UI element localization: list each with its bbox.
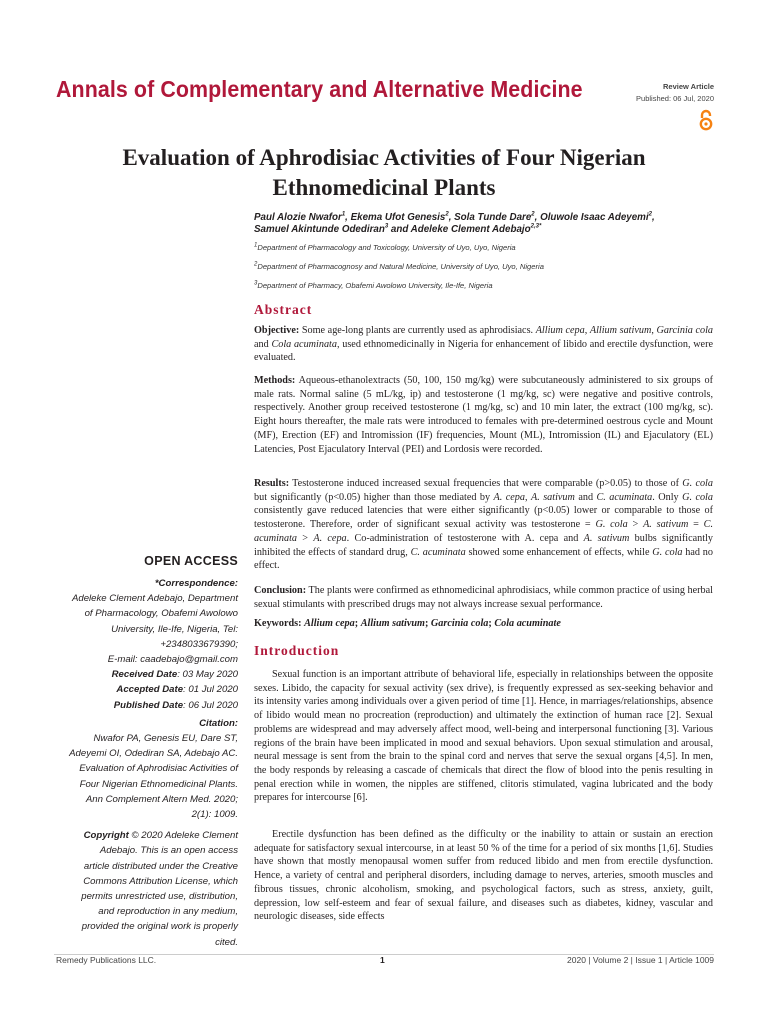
intro-paragraph-1: Sexual function is an important attribute of behavioral life, especially in relationships between the opposite sexes. Libido, the capacity for sexual activity (sex drive), is frequently expressed as sex-seeking behavior and its intensity varies among individuals over a given period of time [1]. Hence, in marriages/relationships, absence of libido would mean no procreation (reproduction) and ultimately the extinction of human race [2]. Sexual problems are widespread and may adversely affect mood, well-being and interpersonal functioning [3]. Various regions of the brain have been implicated in mood and sexual behaviors. Upon sexual stimulation and arousal, neural message is sent from the brain to the spinal cord and nerves that serve the sexual organs [4,5]. In men, the body responds by releasing a cascade of chemicals that direct the flow of blood into the penis resulting in penal erection while in women, the nipples are stiffened, clitoris stimulated, vagina lubricated and the body prepares for intercourse [6]. bbox=[254, 669, 713, 804]
correspondence-line: University, Ile-Ife, Nigeria, Tel: bbox=[111, 623, 238, 635]
author-sup: 1 bbox=[341, 211, 346, 218]
author-name: , Sola Tunde Dare bbox=[448, 212, 532, 223]
citation-line: Nwafor PA, Genesis EU, Dare ST, bbox=[93, 733, 238, 745]
citation-line: Four Nigerian Ethnomedicinal Plants. bbox=[79, 778, 238, 790]
citation-line: 2(1): 1009. bbox=[191, 809, 238, 821]
open-access-icon bbox=[697, 109, 715, 131]
correspondence-line: +2348033679390; bbox=[160, 638, 238, 650]
footer-page-number: 1 bbox=[380, 955, 385, 965]
title-line-1: Evaluation of Aphrodisiac Activities of Four Nigerian bbox=[122, 145, 646, 170]
citation-line: Adeyemi OI, Odediran SA, Adebajo AC. bbox=[69, 748, 238, 760]
author-name: , Oluwole Isaac Adeyemi bbox=[534, 212, 649, 223]
author-sep: , bbox=[651, 212, 655, 223]
author-list bbox=[254, 212, 724, 236]
open-access-label: OPEN ACCESS bbox=[144, 554, 238, 568]
affiliation-2: $^2$Department of Pharmacognosy and Natural Medicine, University of Uyo, Uyo, Nigeria bbox=[254, 261, 544, 271]
copyright-line: Commons Attribution License, which bbox=[83, 875, 238, 887]
author-name: , Ekema Ufot Genesis bbox=[345, 212, 446, 223]
copyright-line: article distributed under the Creative bbox=[83, 860, 238, 872]
author-name: Samuel Akintunde Odediran bbox=[254, 224, 385, 235]
correspondence-block bbox=[52, 576, 238, 950]
author-sup: 2 bbox=[445, 211, 449, 218]
correspondence-line: of Pharmacology, Obafemi Awolowo bbox=[84, 608, 238, 620]
journal-title: Annals of Complementary and Alternative Medicine bbox=[56, 76, 583, 102]
correspondence-email: E-mail: caadebajo@gmail.com bbox=[107, 654, 238, 666]
title-line-2: Ethnomedicinal Plants bbox=[272, 175, 496, 200]
citation-line: Ann Complement Altern Med. 2020; bbox=[85, 793, 238, 805]
affiliation-3: $^3$Department of Pharmacy, Obafemi Awolowo University, Ile-Ife, Nigeria bbox=[254, 280, 493, 290]
received-date: Received Date: 03 May 2020 bbox=[111, 669, 238, 681]
author-sup: 3 bbox=[384, 223, 389, 230]
paper-title bbox=[56, 143, 712, 203]
published-date-side: Published Date: 06 Jul 2020 bbox=[113, 699, 238, 711]
introduction-heading: Introduction bbox=[254, 643, 340, 658]
copyright-line: permits unrestricted use, distribution, bbox=[81, 891, 238, 903]
copyright-line: and reproduction in any medium, bbox=[98, 906, 238, 918]
abstract-conclusion: Conclusion: The plants were confirmed as ethnomedicinal aphrodisiacs, while common practice of using herbal sexual stimulants with prescribed drugs may not always increase sexual performance. bbox=[254, 585, 713, 610]
citation-label: Citation: bbox=[199, 717, 238, 729]
affiliation-1: $^1$Department of Pharmacology and Toxicology, University of Uyo, Uyo, Nigeria bbox=[254, 242, 516, 252]
keywords: Keywords: Allium cepa; Allium sativum; Garcinia cola; Cola acuminate bbox=[254, 618, 561, 629]
footer-publisher: Remedy Publications LLC. bbox=[56, 955, 157, 965]
abstract-objective: Objective: Some age-long plants are currently used as aphrodisiacs. Allium cepa, Allium sativum, Garcinia cola and Cola acuminata, used ethnomedicinally in Nigeria for enhancement of libido and erectile dysfunction, were evaluated. bbox=[254, 325, 714, 364]
author-name: and Adeleke Clement Adebajo bbox=[388, 224, 531, 235]
author-sup: 2 bbox=[648, 211, 652, 218]
author-sup: 2,3* bbox=[530, 223, 542, 230]
correspondence-line: Adeleke Clement Adebajo, Department bbox=[71, 593, 238, 605]
correspondence-label: *Correspondence: bbox=[154, 578, 238, 589]
footer-issue: 2020 | Volume 2 | Issue 1 | Article 1009 bbox=[567, 955, 714, 965]
article-type: Review Article bbox=[663, 82, 714, 91]
copyright-line: Adebajo. This is an open access bbox=[99, 845, 238, 857]
abstract-heading: Abstract bbox=[254, 302, 313, 317]
abstract-methods: Methods: Aqueous-ethanolextracts (50, 100, 150 mg/kg) were subcutaneously administered to six groups of male rats. Normal saline (5 mL/kg, ip) and testosterone (1 mg/kg, sc) were negative and positive controls, respectively. Another group received testosterone (1 mg/kg, sc) and 10 min later, the extract (100 mg/kg, sc). Eight hours thereafter, the male rats were introduced to females with pre-determined oestrous cycle and Mount (MF), Erection (EF) and Intromission (IF) frequencies, Mount (ML), Intromission (IL) and Ejaculatory (EL) Latencies, Post Ejaculatory Interval (PEI) and Lordosis were recorded. bbox=[254, 375, 713, 455]
intro-paragraph-2: Erectile dysfunction has been defined as the difficulty or the inability to attain or sustain an erection adequate for satisfactory sexual intercourse, in at least 50 % of the time for a period of six months [1,6]. Studies have shown that mostly menopausal women suffer from reduced libido and men from erectile dysfunction. Hence, a variety of central and peripheral disorders, including damage to nerves, arteries, smooth muscles and fibrous tissues, chronic alcoholism, smoking, and psychological factors, such as stress, anxiety, guilt, depression, low self-esteem and fear of sexual failure, and diseases such as diabetes, kidney, vascular and neurologic diseases, side effects bbox=[254, 829, 713, 923]
citation-line: Evaluation of Aphrodisiac Activities of bbox=[79, 763, 238, 775]
copyright-line: cited. bbox=[215, 936, 238, 948]
author-name: Paul Alozie Nwafor bbox=[254, 212, 342, 223]
accepted-date: Accepted Date: 01 Jul 2020 bbox=[116, 684, 238, 696]
published-date: Published: 06 Jul, 2020 bbox=[636, 94, 714, 103]
article-meta bbox=[636, 81, 714, 105]
abstract-results: Results: Testosterone induced increased sexual frequencies that were comparable (p>0.05) to those of G. cola but significantly (p<0.05) higher than those mediated by A. cepa, A. sativum and C. acuminata. Only G. cola consistently gave reduced latencies that were either significantly (p<0.05) lower or comparable to those of testosterone. Therefore, order of significant sexual activity was testosterone = G. cola > A. sativum = C. acuminata > A. cepa. Co-administration of testosterone with A. cepa and A. sativum bulbs significantly inhibited the effects of standard drug, C. acuminata showed some enhancement of effects, while G. cola had no effect. bbox=[254, 478, 714, 572]
author-sup: 2 bbox=[531, 211, 535, 218]
copyright-line: provided the original work is properly bbox=[81, 921, 238, 933]
copyright-first-line: Copyright © 2020 Adeleke Clement bbox=[83, 830, 238, 842]
